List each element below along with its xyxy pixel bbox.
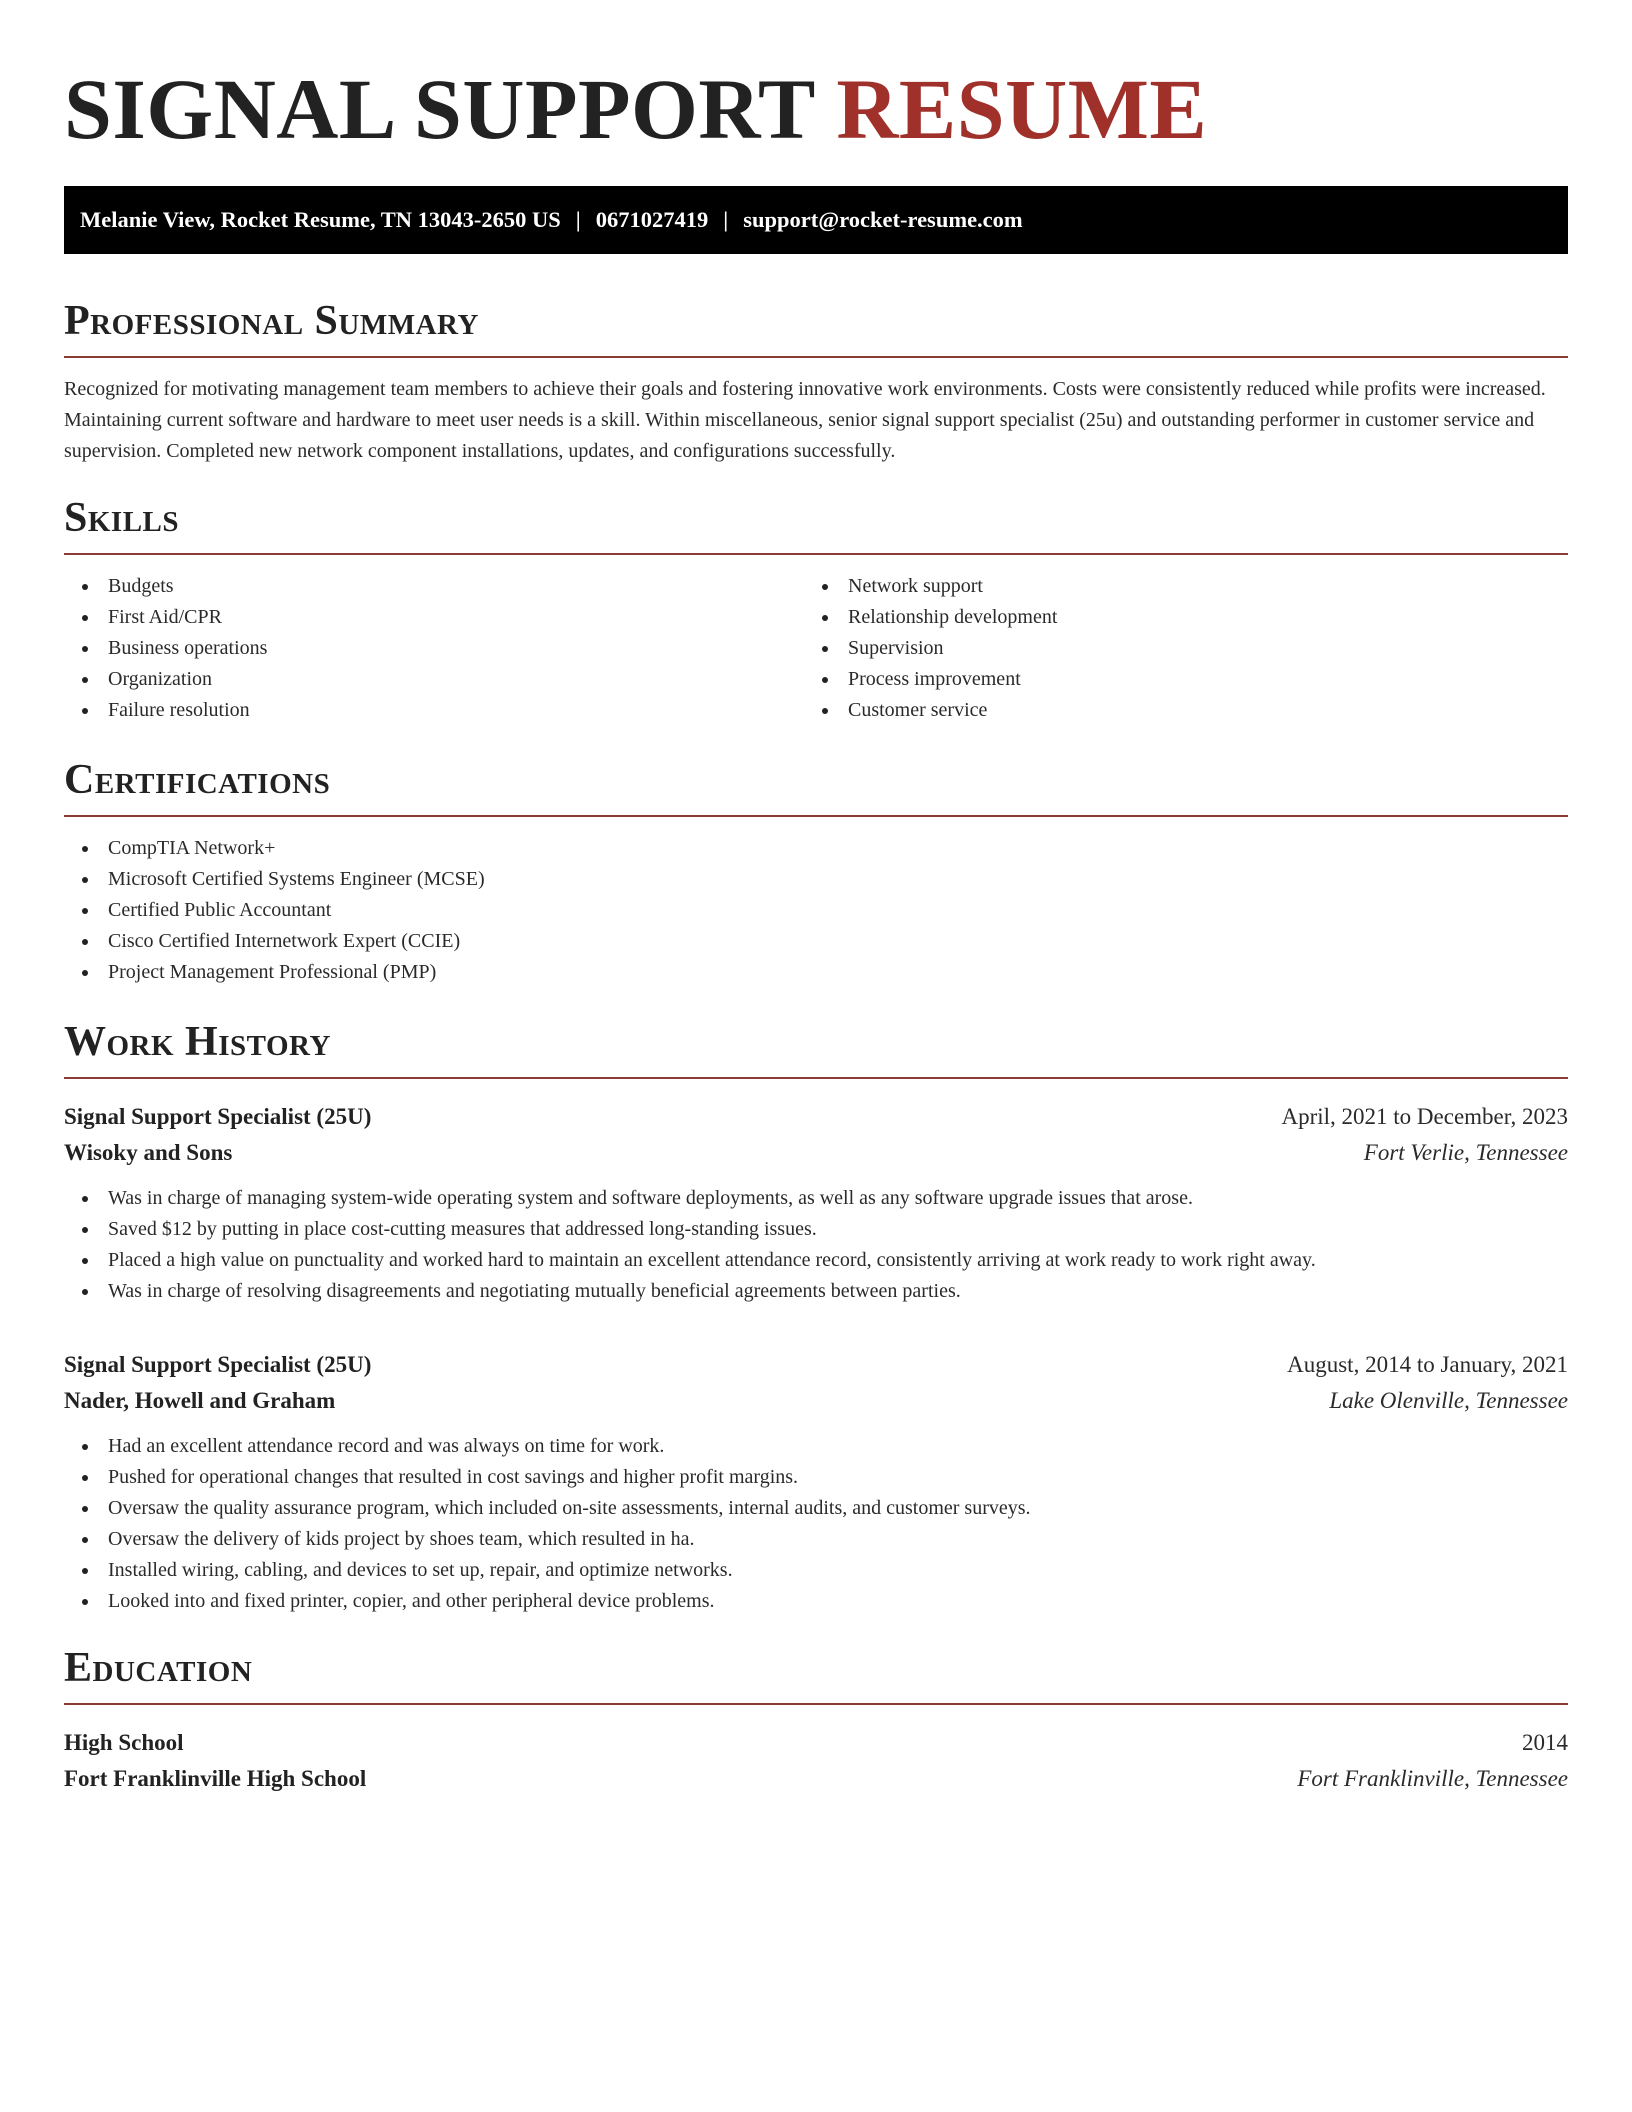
contact-phone: 0671027419 <box>595 207 709 232</box>
certification-item: Certified Public Accountant <box>64 895 1568 926</box>
summary-section <box>64 300 1568 467</box>
education-year: 2014 <box>1522 1730 1568 1755</box>
skill-item: Budgets <box>64 571 804 602</box>
skill-item: Supervision <box>804 633 1544 664</box>
job-location: Lake Olenville, Tennessee <box>1329 1388 1568 1413</box>
contact-email: support@rocket-resume.com <box>743 207 1023 232</box>
skill-item: Customer service <box>804 695 1544 726</box>
contact-bar <box>64 186 1568 254</box>
title-accent: RESUME <box>836 61 1208 157</box>
education-section <box>64 1647 1568 1797</box>
skill-item: Process improvement <box>804 664 1544 695</box>
job-header-row <box>64 1347 1568 1383</box>
title-main: SIGNAL SUPPORT <box>64 61 815 157</box>
education-degree-row <box>64 1725 1568 1761</box>
education-degree: High School <box>64 1730 184 1755</box>
job-dates: August, 2014 to January, 2021 <box>1287 1352 1568 1377</box>
job-duty: Looked into and fixed printer, copier, and other peripheral device problems. <box>64 1586 1568 1617</box>
job-company: Nader, Howell and Graham <box>64 1388 336 1413</box>
job-header-row <box>64 1099 1568 1135</box>
job-duty: Oversaw the delivery of kids project by shoes team, which resulted in ha. <box>64 1524 1568 1555</box>
job-title: Signal Support Specialist (25U) <box>64 1352 372 1377</box>
certifications-list <box>64 833 1568 988</box>
work-history-section <box>64 1021 1568 1617</box>
education-location: Fort Franklinville, Tennessee <box>1297 1766 1568 1791</box>
job-duties-list <box>64 1431 1568 1617</box>
skill-item: Business operations <box>64 633 804 664</box>
job-title: Signal Support Specialist (25U) <box>64 1104 372 1129</box>
certification-item: Project Management Professional (PMP) <box>64 957 1568 988</box>
education-entry <box>64 1725 1568 1797</box>
skills-list-left <box>64 571 804 726</box>
job-duty: Installed wiring, cabling, and devices to set up, repair, and optimize networks. <box>64 1555 1568 1586</box>
certification-item: Microsoft Certified Systems Engineer (MCSE) <box>64 864 1568 895</box>
summary-heading: Professional Summary <box>64 300 1568 358</box>
skills-list-right <box>804 571 1544 726</box>
education-heading: Education <box>64 1647 1568 1705</box>
job-entry <box>64 1347 1568 1617</box>
certifications-section <box>64 759 1568 988</box>
education-school: Fort Franklinville High School <box>64 1766 367 1791</box>
job-duty: Placed a high value on punctuality and worked hard to maintain an excellent attendance record, consistently arriving at work ready to work right away. <box>64 1245 1568 1276</box>
skill-item: First Aid/CPR <box>64 602 804 633</box>
contact-separator: | <box>723 207 729 232</box>
job-duty: Oversaw the quality assurance program, which included on-site assessments, internal audits, and customer surveys. <box>64 1493 1568 1524</box>
job-company: Wisoky and Sons <box>64 1140 233 1165</box>
job-duties-list <box>64 1183 1568 1307</box>
job-duty: Pushed for operational changes that resulted in cost savings and higher profit margins. <box>64 1462 1568 1493</box>
job-duty: Was in charge of managing system-wide operating system and software deployments, as well as any software upgrade issues that arose. <box>64 1183 1568 1214</box>
skills-heading: Skills <box>64 497 1568 555</box>
skill-item: Relationship development <box>804 602 1544 633</box>
job-entry <box>64 1099 1568 1307</box>
job-company-row <box>64 1383 1568 1419</box>
job-duty: Saved $12 by putting in place cost-cutting measures that addressed long-standing issues. <box>64 1214 1568 1245</box>
certifications-heading: Certifications <box>64 759 1568 817</box>
certification-item: CompTIA Network+ <box>64 833 1568 864</box>
skills-section <box>64 497 1568 726</box>
job-duty: Had an excellent attendance record and was always on time for work. <box>64 1431 1568 1462</box>
skills-grid <box>64 571 1568 726</box>
skill-item: Failure resolution <box>64 695 804 726</box>
skill-item: Network support <box>804 571 1544 602</box>
job-location: Fort Verlie, Tennessee <box>1363 1140 1568 1165</box>
resume-title <box>64 58 1568 157</box>
job-duty: Was in charge of resolving disagreements and negotiating mutually beneficial agreements between parties. <box>64 1276 1568 1307</box>
education-school-row <box>64 1761 1568 1797</box>
work-history-heading: Work History <box>64 1021 1568 1079</box>
job-company-row <box>64 1135 1568 1171</box>
summary-text: Recognized for motivating management team members to achieve their goals and fostering innovative work environments. Costs were consistently reduced while profits were increased. Maintaining current software and hardware to meet user needs is a skill. Within miscellaneous, senior signal support specialist (25u) and outstanding performer in customer service and supervision. Completed new network component installations, updates, and configurations successfully. <box>64 378 1546 462</box>
contact-address: Melanie View, Rocket Resume, TN 13043-2650 US <box>80 207 561 232</box>
contact-separator: | <box>575 207 581 232</box>
job-dates: April, 2021 to December, 2023 <box>1281 1104 1568 1129</box>
certification-item: Cisco Certified Internetwork Expert (CCIE) <box>64 926 1568 957</box>
skill-item: Organization <box>64 664 804 695</box>
